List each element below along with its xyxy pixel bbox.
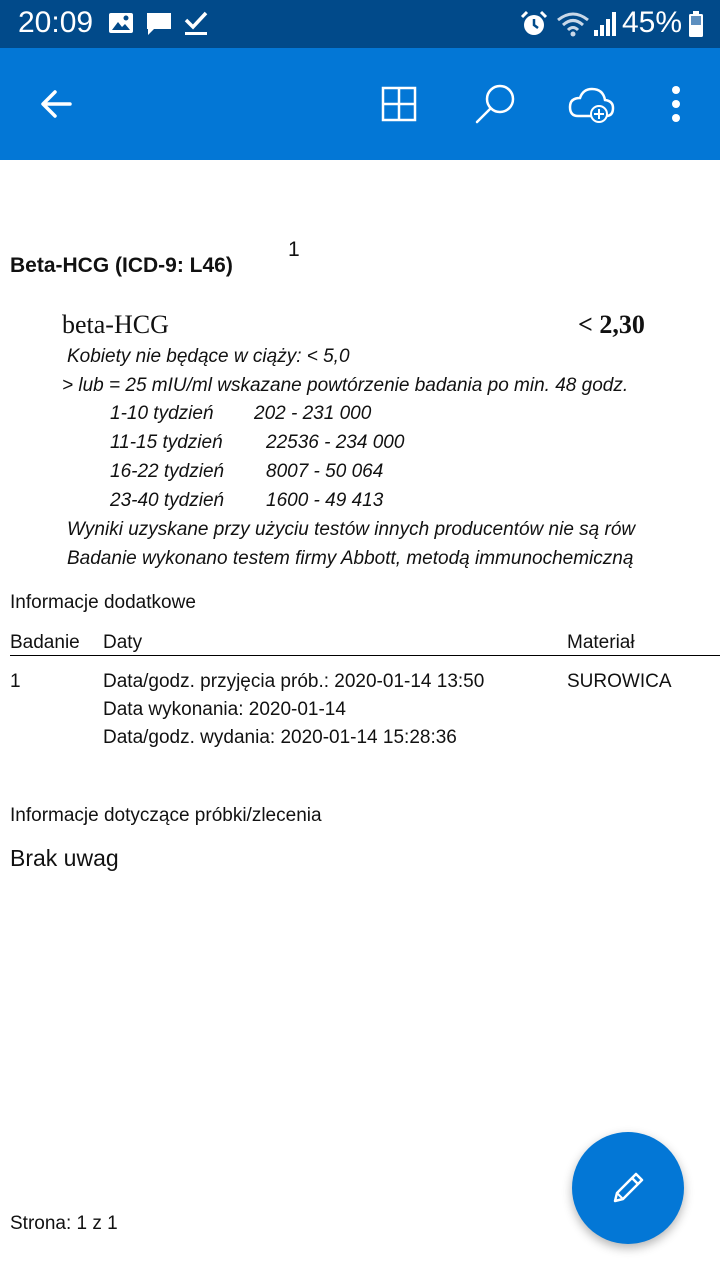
- battery-icon: [688, 10, 704, 38]
- message-icon: [145, 10, 173, 38]
- range-weeks: 23-40 tydzień: [110, 490, 225, 511]
- table-cell-date: Data/godz. wydania: 2020-01-14 15:28:36: [103, 727, 457, 748]
- status-time: 20:09: [18, 6, 94, 39]
- range-weeks: 1-10 tydzień: [110, 403, 214, 424]
- search-button[interactable]: [460, 68, 532, 140]
- range-weeks: 16-22 tydzień: [110, 461, 225, 482]
- reference-line-1: Kobiety nie będące w ciąży: < 5,0: [67, 346, 350, 367]
- grid-view-button[interactable]: [363, 68, 435, 140]
- sample-info-heading: Informacje dotyczące próbki/zlecenia: [10, 805, 322, 826]
- page-counter: Strona: 1 z 1: [10, 1213, 118, 1234]
- test-title: Beta-HCG (ICD-9: L46): [10, 254, 233, 277]
- search-icon: [472, 80, 520, 128]
- back-arrow-icon: [36, 84, 76, 124]
- table-header-badanie: Badanie: [10, 632, 80, 653]
- range-weeks: 11-15 tydzień: [110, 432, 223, 453]
- app-toolbar: [0, 48, 720, 160]
- title-superscript: 1: [288, 238, 300, 261]
- more-options-button[interactable]: [640, 68, 712, 140]
- table-header-daty: Daty: [103, 632, 143, 653]
- status-bar: [0, 0, 720, 48]
- table-cell-date: Data/godz. przyjęcia prób.: 2020-01-14 13:50: [103, 671, 485, 692]
- note-line-2: Badanie wykonano testem firmy Abbott, metodą immunochemiczną: [67, 548, 634, 569]
- edit-pencil-icon: [605, 1165, 651, 1211]
- additional-info-heading: Informacje dodatkowe: [10, 592, 196, 613]
- test-name: beta-HCG: [62, 310, 169, 339]
- alarm-icon: [520, 10, 548, 38]
- back-button[interactable]: [20, 68, 92, 140]
- wifi-icon: [556, 10, 590, 38]
- signal-icon: [592, 10, 618, 38]
- table-header-material: Materiał: [567, 632, 635, 653]
- table-cell-material: SUROWICA: [567, 671, 672, 692]
- edit-fab-button[interactable]: [572, 1132, 684, 1244]
- range-value: 1600 - 49 413: [266, 490, 384, 511]
- test-value: < 2,30: [578, 310, 645, 339]
- checkmark-icon: [183, 10, 209, 38]
- more-vert-icon: [670, 84, 682, 124]
- range-value: 8007 - 50 064: [266, 461, 384, 482]
- image-icon: [108, 10, 134, 36]
- battery-percent: 45%: [621, 6, 682, 39]
- reference-line-2: > lub = 25 mIU/ml wskazane powtórzenie badania po min. 48 godz.: [62, 375, 629, 396]
- range-value: 202 - 231 000: [254, 403, 372, 424]
- grid-view-icon: [379, 84, 419, 124]
- range-value: 22536 - 234 000: [266, 432, 405, 453]
- table-divider: [10, 655, 720, 656]
- sample-info-text: Brak uwag: [10, 845, 119, 871]
- cloud-upload-icon: [566, 84, 616, 124]
- document-view[interactable]: [0, 160, 720, 1280]
- note-line-1: Wyniki uzyskane przy użyciu testów innych producentów nie są rów: [67, 519, 636, 540]
- table-cell-date: Data wykonania: 2020-01-14: [103, 699, 346, 720]
- cloud-upload-button[interactable]: [555, 68, 627, 140]
- table-cell-badanie: 1: [10, 671, 21, 692]
